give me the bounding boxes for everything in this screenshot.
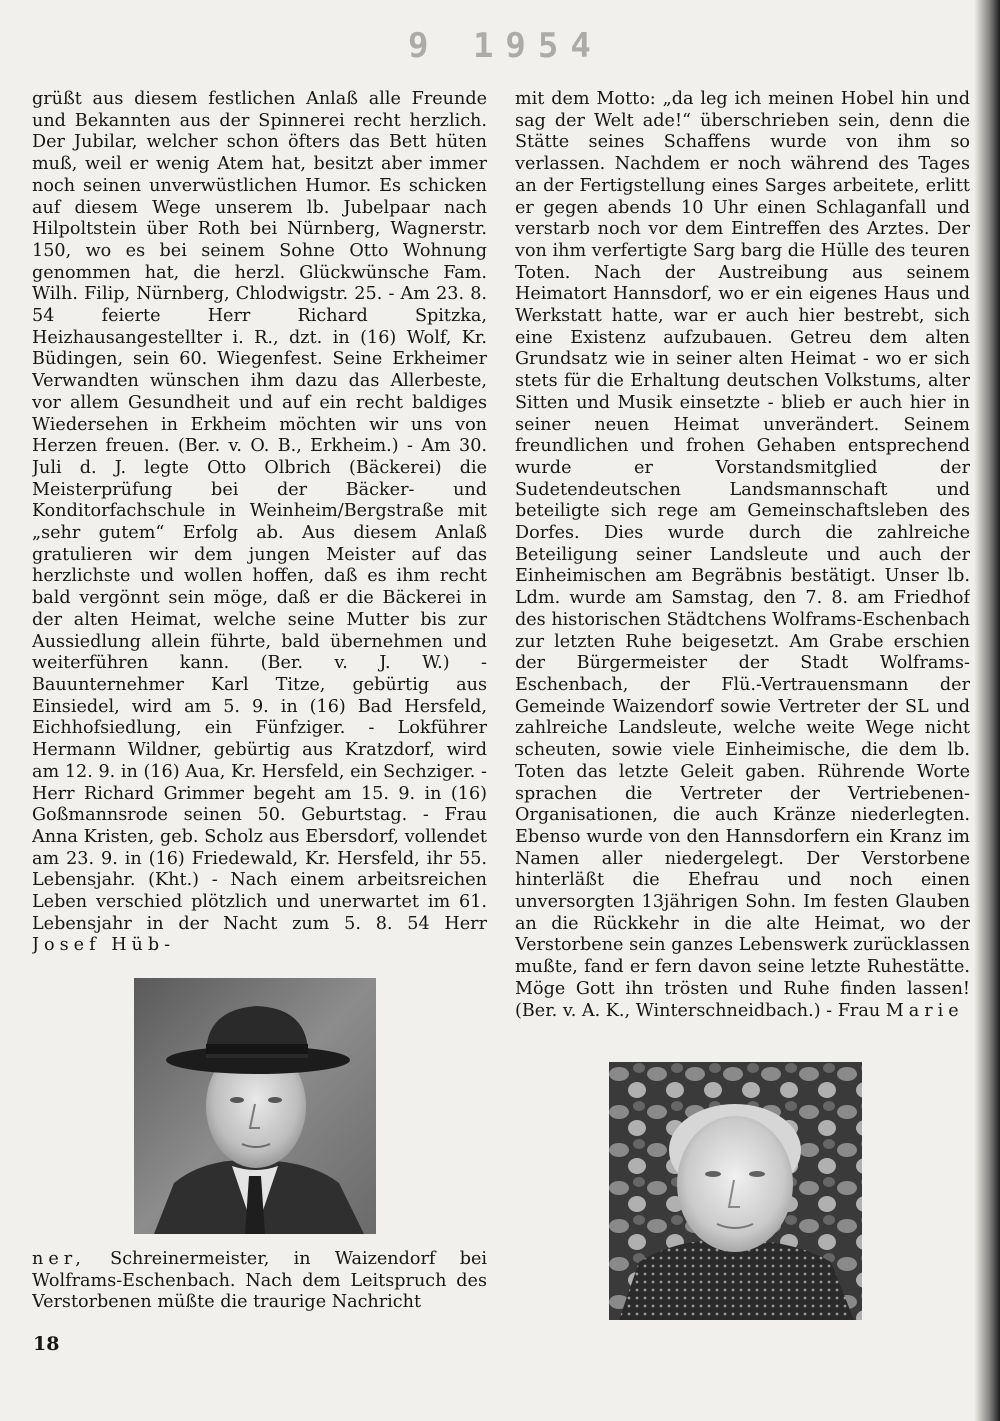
portrait-elderly-woman-photo [609, 1062, 862, 1320]
archive-stamp: 9 1954 [408, 26, 603, 66]
page-number: 18 [33, 1333, 60, 1355]
page-binding-shadow [974, 0, 1000, 1421]
article-left-column-continued [32, 1249, 487, 1319]
portrait-man-with-hat-photo [134, 978, 376, 1234]
article-left-column [32, 89, 487, 975]
left-column-text: grüßt aus diesem festlichen Anlaß alle Freunde und Bekannten aus der Spinnerei recht herzlich. Der Jubilar, welcher schon öfters das Bett hüten muß, weil er wenig Atem hat, besitzt aber immer noch seinen unverwüstlichen Humor. Es schicken auf diesem Wege unserem lb. Jubelpaar nach Hilpoltstein über Roth bei Nürnberg, Wagnerstr. 150, wo es bei seinem Sohne Otto Wohnung genommen hat, die herzl. Glückwünsche Fam. Wilh. Filip, Nürnberg, Chlodwigstr. 25. - Am 23. 8. 54 feierte Herr Richard Spitzka, Heizhausangestellter i. R., dzt. in (16) Wolf, Kr. Büdingen, sein 60. Wiegenfest. Seine Erkheimer Verwandten wünschen ihm dazu das Allerbeste, vor allem Gesundheit und auf ein recht baldiges Wiedersehen in Erkheim möchten wir uns von Herzen freuen. (Ber. v. O. B., Erkheim.) - Am 30. Juli d. J. legte Otto Olbrich (Bäckerei) die Meisterprüfung bei der Bäcker- und Konditorfachschule in Weinheim/Bergstraße mit „sehr gutem“ Erfolg ab. Aus diesem Anlaß gratulieren wir dem jungen Meister auf das herzlichste und wollen hoffen, daß es ihm recht bald vergönnt sein möge, daß er die Bäckerei in der alten Heimat, welche seine Mutter bis zur Aussiedlung allein führte, bald übernehmen und weiterführen kann. (Ber. v. J. W.) - Bauunternehmer Karl Titze, gebürtig aus Einsiedel, wird am 5. 9. in (16) Bad Hersfeld, Eichhofsiedlung, ein Fünfziger. - Lokführer Hermann Wildner, gebürtig aus Kratzdorf, wird am 12. 9. in (16) Aua, Kr. Hersfeld, ein Sechziger. - Herr Richard Grimmer begeht am 15. 9. in (16) Goßmannsrode seinen 50. Geburtstag. - Frau Anna Kristen, geb. Scholz aus Ebersdorf, vollendet am 23. 9. in (16) Friedewald, Kr. Hersfeld, ihr 55. Lebensjahr. (Kht.) - Nach einem arbeitsreichen Leben verschied plötzlich und unerwartet im 61. Lebensjahr in der Nacht zum 5. 8. 54 Herr [32, 89, 487, 934]
deceased-name-spaced-end: ner, [32, 1249, 86, 1269]
article-right-column [515, 89, 970, 1059]
right-column-text: mit dem Motto: „da leg ich meinen Hobel hin und sag der Welt ade!“ überschrieben sein, denn die Stätte seines Schaffens wurde von ihm so verlassen. Nachdem er noch während des Tages an der Fertigstellung eines Sarges arbeitete, erlitt er gegen abends 10 Uhr einen Schlaganfall und verstarb noch vor dem Eintreffen des Arztes. Der von ihm verfertigte Sarg barg die Hülle des teuren Toten. Nach der Austreibung aus seinem Heimatort Hannsdorf, wo er ein eigenes Haus und Werkstatt hatte, war er auch hier bestrebt, sich eine Existenz aufzubauen. Getreu dem alten Grundsatz wie in seiner alten Heimat - wo er sich stets für die Erhaltung deutschen Volkstums, alter Sitten und Musik einsetzte - blieb er auch hier in seiner neuen Heimat unverändert. Seinem freundlichen und frohen Gehaben entsprechend wurde er Vorstandsmitglied der Sudetendeutschen Landsmannschaft und beteiligte sich rege am Gemeinschaftsleben des Dorfes. Dies wurde durch die zahlreiche Beteiligung seiner Landsleute und auch der Einheimischen am Begräbnis bestätigt. Unser lb. Ldm. wurde am Samstag, den 7. 8. am Friedhof des historischen Städtchens Wolframs-Eschenbach zur letzten Ruhe beigesetzt. Am Grabe erschien der Bürgermeister der Stadt Wolframs-Eschenbach, der Flü.-Vertrauensmann der Gemeinde Waizendorf sowie Vertreter der SL und zahlreiche Landsleute, welche weite Wege nicht scheuten, sowie viele Einheimische, die dem lb. Toten das letzte Geleit gaben. Rührende Worte sprachen die Vertreter der Vertriebenen-Organisationen, die auch Kränze niederlegten. Ebenso wurde von den Hannsdorfern ein Kranz im Namen aller niedergelegt. Der Verstorbene hinterläßt die Ehefrau und noch einen unversorgten 13jährigen Sohn. Im festen Glauben an die Rückkehr in die alte Heimat, wo der Verstorbene sein ganzes Lebenswerk zurücklassen mußte, fand er fern davon seine letzte Ruhestätte. Möge Gott ihn trösten und Ruhe finden lassen! (Ber. v. A. K., Winterschneidbach.) - Frau [515, 89, 970, 1021]
next-name-spaced: Marie [885, 1000, 964, 1021]
deceased-name-spaced: Josef Hüb- [32, 935, 176, 956]
left-column-text-continued: Schreinermeister, in Waizendorf bei Wolframs-Eschenbach. Nach dem Leitspruch des Verstorbenen müßte die traurige Nachricht [32, 1249, 487, 1313]
